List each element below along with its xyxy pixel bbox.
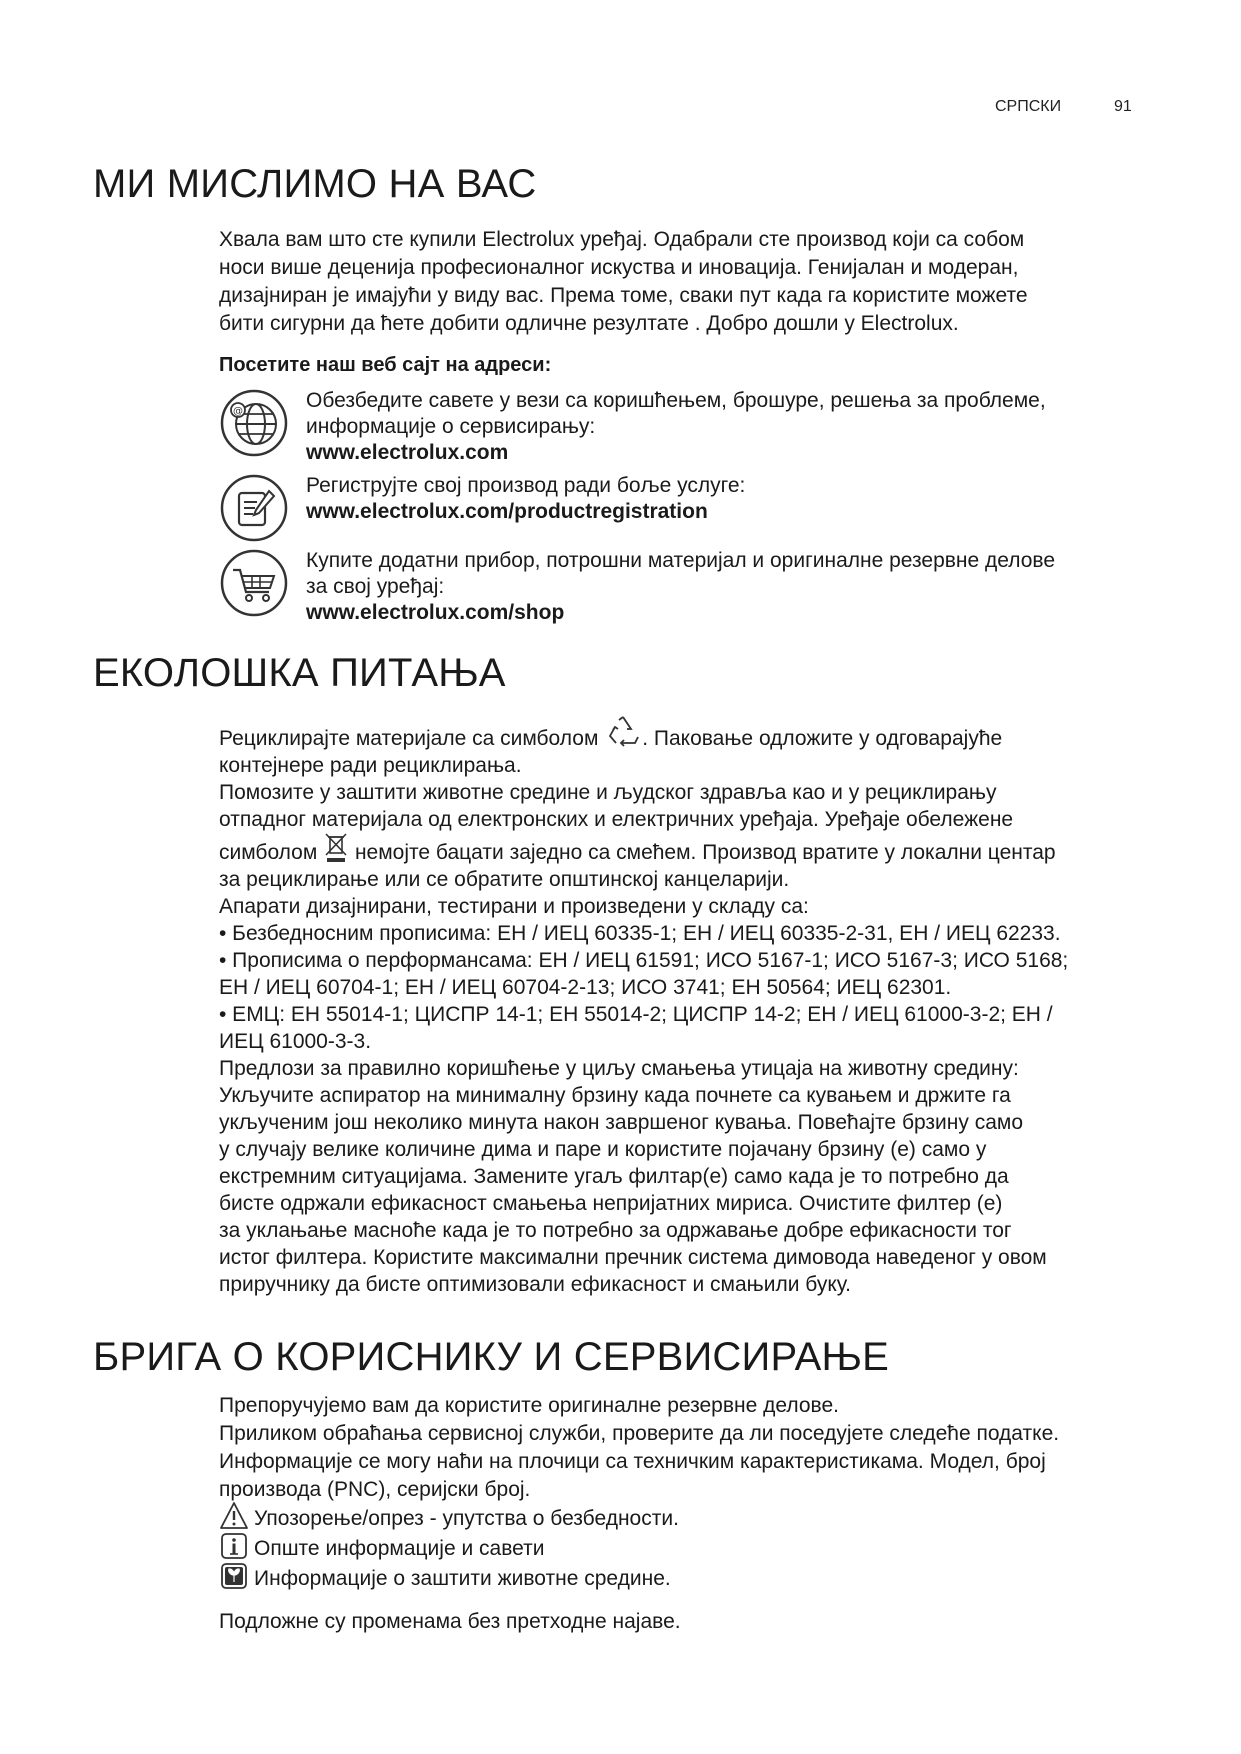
intro-paragraph <box>219 226 1149 338</box>
text-fragment: симболом <box>219 841 324 864</box>
text-line: производа (PNC), серијски број. <box>219 1478 531 1501</box>
standards-bullet: • ЕМЦ: ЕН 55014-1; ЦИСПР 14-1; ЕН 55014-2; ЦИСПР 14-2; ЕН / ИЕЦ 61000-3-2; ЕН / <box>219 1003 1053 1026</box>
link-description: Купите додатни прибор, потрошни материјал и оригиналне резервне делове <box>306 549 1056 572</box>
text-line: контејнере ради рециклирања. <box>219 754 522 777</box>
symbol-label: Информације о заштити животне средине. <box>254 1567 671 1590</box>
globe-icon <box>219 388 289 458</box>
symbol-label: Упозорење/опрез - упутства о безбедности. <box>254 1507 679 1530</box>
text-fragment: Рециклирајте материјале са симболом <box>219 727 605 750</box>
shopping-cart-icon <box>219 548 289 618</box>
standards-bullet: • Безбедносним прописима: ЕН / ИЕЦ 60335-1; ЕН / ИЕЦ 60335-2-31, ЕН / ИЕЦ 62233. <box>219 922 1061 945</box>
section-title-customer-care: БРИГА О КОРИСНИКУ И СЕРВИСИРАЊЕ <box>93 1335 890 1379</box>
text-fragment: немојте бацати заједно са смећем. Производ вратите у локални центар <box>349 841 1056 864</box>
link-text-shop <box>306 548 1146 626</box>
footer-note: Подложне су променама без претходне најаве. <box>219 1610 681 1633</box>
warning-icon <box>219 1501 249 1531</box>
customer-care-paragraph <box>219 1392 1149 1504</box>
tips-line: укљученим још неколико минута након завршеног кувања. Повећајте брзину само <box>219 1111 1023 1134</box>
weee-line <box>219 839 1149 866</box>
tips-line: у случају велике количине дима и паре и користите појачану брзину (е) само у <box>219 1138 987 1161</box>
intro-line: Хвала вам што сте купили Electrolux уређај. Одабрали сте производ који са собом <box>219 228 1025 251</box>
link-description: Обезбедите савете у вези са коришћењем, брошуре, решења за проблеме, <box>306 389 1046 412</box>
tips-line: Укључите аспиратор на минималну брзину када почнете са кувањем и држите га <box>219 1084 1011 1107</box>
crossed-bin-icon <box>323 832 349 864</box>
link-row-shop <box>219 548 1149 628</box>
page-number: 91 <box>1114 98 1132 115</box>
link-text-info <box>306 388 1146 466</box>
tips-line: приручнику да бисте оптимизовали ефикасност и смањили буку. <box>219 1273 851 1296</box>
link-description: за свој уређај: <box>306 575 445 598</box>
link-description: Региструјте свој производ ради боље услуге: <box>306 474 746 497</box>
visit-website-label: Посетите наш веб сајт на адреси: <box>219 354 552 376</box>
standards-bullet: • Прописима о перформансама: ЕН / ИЕЦ 61591; ИСО 5167-1; ИСО 5167-3; ИСО 5168; <box>219 949 1069 972</box>
text-fragment: . Паковање одложите у одговарајуће <box>642 727 1003 750</box>
recycle-icon <box>604 713 642 751</box>
section-title-environment: ЕКОЛОШКА ПИТАЊА <box>93 651 506 695</box>
section-title-thinking-of-you: МИ МИСЛИМО НА ВАС <box>93 162 537 206</box>
link-description: информације о сервисирању: <box>306 415 596 438</box>
shop-link[interactable]: www.electrolux.com/shop <box>306 601 565 624</box>
text-line: Информације се могу наћи на плочици са техничким карактеристикама. Модел, број <box>219 1450 1046 1473</box>
intro-line: бити сигурни да ћете добити одличне резултате . Добро дошли у Electrolux. <box>219 312 959 335</box>
language-label: СРПСКИ <box>995 98 1062 115</box>
symbol-label: Опште информације и савети <box>254 1537 545 1560</box>
info-icon <box>219 1531 249 1561</box>
product-registration-link[interactable]: www.electrolux.com/productregistration <box>306 500 708 523</box>
intro-line: дизајниран је имајући у виду вас. Према томе, сваки пут када га користите можете <box>219 284 1028 307</box>
electrolux-url-link[interactable]: www.electrolux.com <box>306 441 509 464</box>
svg-text:@: @ <box>233 406 243 417</box>
tips-line: бисте одржали ефикасност смањења непријатних мириса. Очистите филтер (е) <box>219 1192 1003 1215</box>
link-row-info <box>219 388 1149 468</box>
text-line: отпадног материјала од електронских и електричних уређаја. Уређаје обележене <box>219 808 1014 831</box>
recycle-line <box>219 725 1149 752</box>
tips-line: Предлози за правилно коришћење у циљу смањења утицаја на животну средину: <box>219 1057 1019 1080</box>
text-line: Помозите у заштити животне средине и људског здравља као и у рециклирању <box>219 781 997 804</box>
text-line: Препоручујемо вам да користите оригиналне резервне делове. <box>219 1394 839 1417</box>
environment-paragraph <box>219 725 1149 1298</box>
tips-line: истог филтера. Користите максимални пречник система димовода наведеног у овом <box>219 1246 1047 1269</box>
intro-line: носи више деценија професионалног искуства и иновација. Генијалан и модеран, <box>219 256 1019 279</box>
tips-line: за уклањање масноће када је то потребно за одржавање добре ефикасности тог <box>219 1219 1012 1242</box>
register-icon <box>219 473 289 543</box>
text-line: ИЕЦ 61000-3-3. <box>219 1030 372 1053</box>
link-row-register <box>219 473 1149 543</box>
environment-icon <box>219 1561 249 1591</box>
text-line: за рециклирање или се обратите општинској канцеларији. <box>219 868 790 891</box>
text-line: Приликом обраћања сервисној служби, проверите да ли поседујете следеће податке. <box>219 1422 1060 1445</box>
page-header <box>0 98 1241 122</box>
text-line: ЕН / ИЕЦ 60704-1; ЕН / ИЕЦ 60704-2-13; ИСО 3741; ЕН 50564; ИЕЦ 62301. <box>219 976 952 999</box>
text-line: Апарати дизајнирани, тестирани и произведени у складу са: <box>219 895 809 918</box>
link-text-register <box>306 473 1146 525</box>
tips-line: екстремним ситуацијама. Замените угаљ филтар(е) само када је то потребно да <box>219 1165 1009 1188</box>
